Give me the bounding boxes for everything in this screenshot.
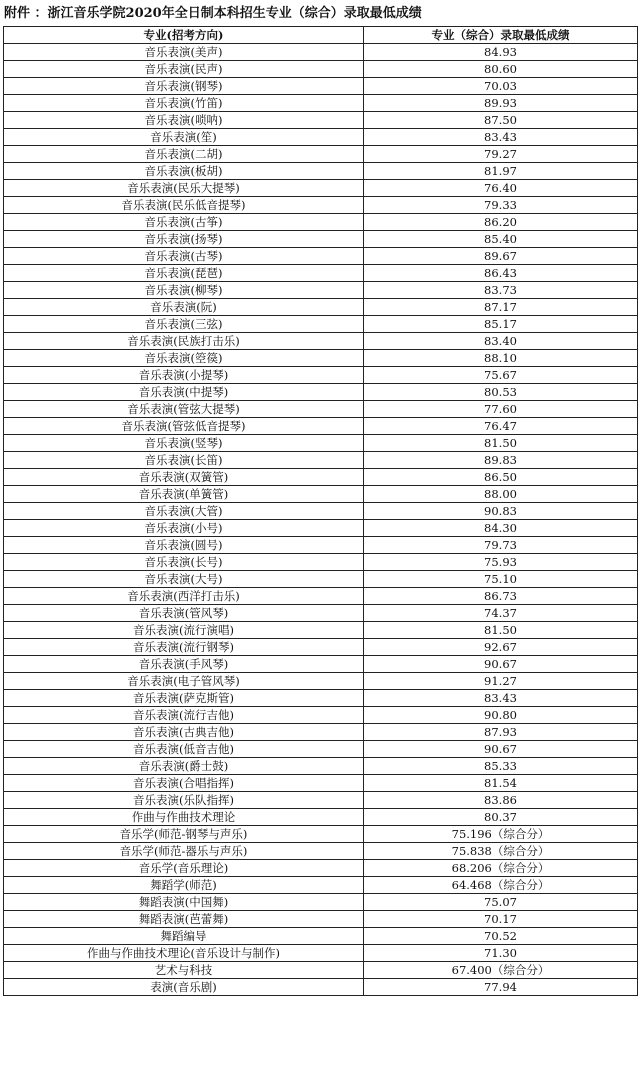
table-row [4,945,638,962]
score-cell: 85.17 [364,316,638,333]
major-cell: 音乐表演(长笛) [4,452,364,469]
table-row [4,418,638,435]
score-cell: 70.03 [364,78,638,95]
major-cell: 音乐表演(电子管风琴) [4,673,364,690]
table-row [4,537,638,554]
table-row [4,452,638,469]
table-row [4,690,638,707]
major-cell: 表演(音乐剧) [4,979,364,996]
major-cell: 音乐表演(圆号) [4,537,364,554]
scores-table [3,26,638,996]
major-cell: 音乐表演(双簧管) [4,469,364,486]
table-row [4,775,638,792]
score-cell: 91.27 [364,673,638,690]
table-row [4,962,638,979]
major-cell: 音乐表演(大管) [4,503,364,520]
table-row [4,146,638,163]
table-row [4,741,638,758]
table-row [4,333,638,350]
table-row [4,486,638,503]
score-cell: 86.43 [364,265,638,282]
major-cell: 音乐表演(柳琴) [4,282,364,299]
score-cell: 92.67 [364,639,638,656]
table-row [4,248,638,265]
score-cell: 80.60 [364,61,638,78]
score-cell: 87.50 [364,112,638,129]
score-cell: 81.97 [364,163,638,180]
table-row [4,401,638,418]
major-cell: 音乐表演(笙) [4,129,364,146]
score-cell: 83.43 [364,690,638,707]
score-cell: 75.838（综合分） [364,843,638,860]
score-cell: 85.33 [364,758,638,775]
document-title: 附件 ：浙江音乐学院2020年全日制本科招生专业（综合）录取最低成绩 [4,6,422,21]
score-cell: 80.53 [364,384,638,401]
table-row [4,571,638,588]
table-row [4,588,638,605]
score-cell: 83.73 [364,282,638,299]
major-cell: 作曲与作曲技术理论 [4,809,364,826]
table-row [4,877,638,894]
score-cell: 90.67 [364,656,638,673]
major-cell: 艺术与科技 [4,962,364,979]
major-cell: 音乐表演(西洋打击乐) [4,588,364,605]
major-cell: 音乐表演(板胡) [4,163,364,180]
major-cell: 音乐表演(扬琴) [4,231,364,248]
score-cell: 89.83 [364,452,638,469]
table-row [4,809,638,826]
major-cell: 音乐表演(手风琴) [4,656,364,673]
score-cell: 70.17 [364,911,638,928]
table-row [4,299,638,316]
score-cell: 88.00 [364,486,638,503]
table-row [4,673,638,690]
major-cell: 音乐学(师范-器乐与声乐) [4,843,364,860]
score-cell: 83.43 [364,129,638,146]
major-cell: 音乐表演(低音吉他) [4,741,364,758]
score-cell: 79.73 [364,537,638,554]
header-major: 专业(招考方向) [4,27,364,44]
table-row [4,112,638,129]
major-cell: 音乐表演(二胡) [4,146,364,163]
table-row [4,384,638,401]
major-cell: 音乐表演(流行演唱) [4,622,364,639]
table-row [4,350,638,367]
table-row [4,197,638,214]
table-row [4,316,638,333]
score-cell: 89.93 [364,95,638,112]
score-cell: 79.27 [364,146,638,163]
major-cell: 音乐表演(民乐大提琴) [4,180,364,197]
table-row [4,95,638,112]
table-row [4,979,638,996]
major-cell: 音乐表演(管弦低音提琴) [4,418,364,435]
major-cell: 舞蹈编导 [4,928,364,945]
score-cell: 83.86 [364,792,638,809]
table-row [4,265,638,282]
score-cell: 75.10 [364,571,638,588]
major-cell: 音乐表演(乐队指挥) [4,792,364,809]
table-row [4,724,638,741]
score-cell: 70.52 [364,928,638,945]
score-cell: 80.37 [364,809,638,826]
score-cell: 75.93 [364,554,638,571]
major-cell: 音乐表演(美声) [4,44,364,61]
score-cell: 64.468（综合分） [364,877,638,894]
major-cell: 音乐表演(管弦大提琴) [4,401,364,418]
table-row [4,792,638,809]
table-row [4,469,638,486]
major-cell: 舞蹈学(师范) [4,877,364,894]
major-cell: 音乐表演(小号) [4,520,364,537]
score-cell: 85.40 [364,231,638,248]
table-row [4,78,638,95]
table-row [4,214,638,231]
major-cell: 音乐表演(流行钢琴) [4,639,364,656]
score-cell: 87.93 [364,724,638,741]
major-cell: 音乐表演(箜篌) [4,350,364,367]
table-row [4,163,638,180]
score-cell: 90.83 [364,503,638,520]
table-row [4,758,638,775]
major-cell: 音乐表演(民乐低音提琴) [4,197,364,214]
major-cell: 音乐表演(大号) [4,571,364,588]
table-row [4,911,638,928]
table-row [4,826,638,843]
major-cell: 音乐表演(阮) [4,299,364,316]
major-cell: 音乐学(音乐理论) [4,860,364,877]
score-cell: 77.60 [364,401,638,418]
major-cell: 音乐表演(古琴) [4,248,364,265]
table-header-row [4,27,638,44]
major-cell: 音乐表演(管风琴) [4,605,364,622]
score-cell: 77.94 [364,979,638,996]
major-cell: 音乐表演(唢呐) [4,112,364,129]
score-cell: 76.47 [364,418,638,435]
major-cell: 作曲与作曲技术理论(音乐设计与制作) [4,945,364,962]
score-cell: 75.07 [364,894,638,911]
major-cell: 音乐表演(长号) [4,554,364,571]
score-cell: 76.40 [364,180,638,197]
score-cell: 90.80 [364,707,638,724]
table-row [4,554,638,571]
score-cell: 89.67 [364,248,638,265]
table-row [4,435,638,452]
score-cell: 75.67 [364,367,638,384]
major-cell: 音乐表演(民族打击乐) [4,333,364,350]
major-cell: 音乐表演(钢琴) [4,78,364,95]
score-cell: 83.40 [364,333,638,350]
score-cell: 71.30 [364,945,638,962]
major-cell: 音乐表演(合唱指挥) [4,775,364,792]
table-row [4,928,638,945]
score-cell: 68.206（综合分） [364,860,638,877]
score-cell: 88.10 [364,350,638,367]
major-cell: 音乐表演(竖琴) [4,435,364,452]
table-body [4,44,638,996]
score-cell: 81.50 [364,435,638,452]
major-cell: 音乐表演(单簧管) [4,486,364,503]
major-cell: 音乐表演(中提琴) [4,384,364,401]
major-cell: 音乐表演(琵琶) [4,265,364,282]
table-row [4,180,638,197]
major-cell: 音乐表演(流行吉他) [4,707,364,724]
score-cell: 75.196（综合分） [364,826,638,843]
table-row [4,520,638,537]
score-cell: 81.50 [364,622,638,639]
major-cell: 音乐表演(萨克斯管) [4,690,364,707]
table-row [4,231,638,248]
score-cell: 74.37 [364,605,638,622]
score-cell: 86.20 [364,214,638,231]
major-cell: 音乐表演(民声) [4,61,364,78]
major-cell: 舞蹈表演(中国舞) [4,894,364,911]
table-row [4,503,638,520]
score-cell: 86.73 [364,588,638,605]
score-cell: 81.54 [364,775,638,792]
major-cell: 音乐表演(爵士鼓) [4,758,364,775]
score-cell: 86.50 [364,469,638,486]
table-row [4,894,638,911]
score-cell: 84.93 [364,44,638,61]
score-cell: 79.33 [364,197,638,214]
table-row [4,44,638,61]
table-row [4,605,638,622]
score-cell: 67.400（综合分） [364,962,638,979]
header-min-score: 专业（综合）录取最低成绩 [364,27,638,44]
major-cell: 音乐学(师范-钢琴与声乐) [4,826,364,843]
table-row [4,61,638,78]
table-row [4,622,638,639]
table-row [4,639,638,656]
table-row [4,843,638,860]
major-cell: 音乐表演(竹笛) [4,95,364,112]
score-cell: 84.30 [364,520,638,537]
table-row [4,707,638,724]
major-cell: 音乐表演(小提琴) [4,367,364,384]
major-cell: 舞蹈表演(芭蕾舞) [4,911,364,928]
table-row [4,860,638,877]
table-row [4,282,638,299]
score-cell: 87.17 [364,299,638,316]
major-cell: 音乐表演(古典吉他) [4,724,364,741]
table-row [4,656,638,673]
major-cell: 音乐表演(三弦) [4,316,364,333]
table-row [4,367,638,384]
major-cell: 音乐表演(古筝) [4,214,364,231]
score-cell: 90.67 [364,741,638,758]
table-row [4,129,638,146]
